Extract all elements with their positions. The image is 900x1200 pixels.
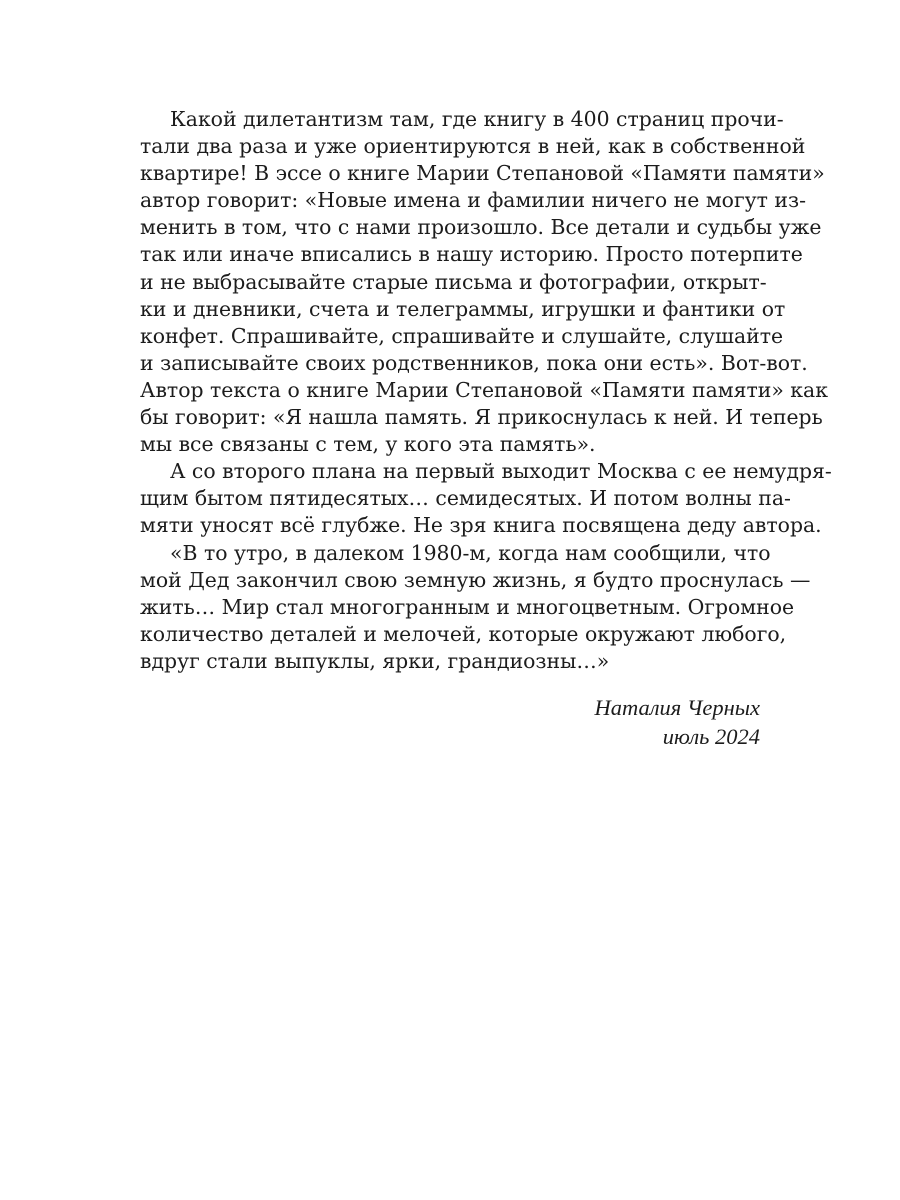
- text-line: жить… Мир стал многогранным и многоцветным. Огромное: [140, 594, 795, 619]
- text-line: квартире! В эссе о книге Марии Степановой «Памяти памяти»: [140, 161, 825, 186]
- text-line: мяти уносят всё глубже. Не зря книга посвящена деду автора.: [140, 513, 822, 538]
- paragraph-1: [140, 106, 828, 458]
- text-line: так или иначе вписались в нашу историю. Просто потерпите: [140, 242, 803, 267]
- text-line: количество деталей и мелочей, которые окружают любого,: [140, 621, 787, 646]
- signature-date: июль 2024: [662, 724, 760, 749]
- text-line: Автор текста о книге Марии Степановой «Памяти памяти» как: [140, 377, 828, 402]
- text-line: «В то утро, в далеком 1980-м, когда нам сообщили, что: [170, 540, 771, 565]
- text-line: и записывайте своих родственников, пока они есть». Вот-вот.: [140, 350, 808, 375]
- text-line: менить в том, что с нами произошло. Все детали и судьбы уже: [140, 215, 822, 240]
- text-line: автор говорит: «Новые имена и фамилии ничего не могут из-: [140, 188, 807, 213]
- text-line: мы все связаны с тем, у кого эта память».: [140, 432, 596, 457]
- text-line: мой Дед закончил свою земную жизнь, я будто проснулась —: [140, 567, 811, 592]
- text-line: ки и дневники, счета и телеграммы, игрушки и фантики от: [140, 296, 786, 321]
- text-line: бы говорит: «Я нашла память. Я прикоснулась к ней. И теперь: [140, 405, 823, 430]
- paragraph-2: [140, 458, 832, 539]
- text-line: и не выбрасывайте старые письма и фотографии, открыт-: [140, 269, 767, 294]
- text-line: А со второго плана на первый выходит Москва с ее немудря-: [170, 459, 832, 484]
- text-line: тали два раза и уже ориентируются в ней, как в собственной: [140, 134, 806, 159]
- text-line: Какой дилетантизм там, где книгу в 400 страниц прочи-: [170, 107, 784, 131]
- text-line: конфет. Спрашивайте, спрашивайте и слушайте, слушайте: [140, 323, 784, 348]
- signature-author: Наталия Черных: [594, 695, 760, 720]
- signature-block: [140, 693, 760, 751]
- text-line: вдруг стали выпуклы, ярки, грандиозны…»: [140, 648, 610, 673]
- body-text: [140, 106, 832, 675]
- paragraph-3: [140, 540, 811, 675]
- text-line: щим бытом пятидесятых… семидесятых. И потом волны па-: [140, 486, 791, 511]
